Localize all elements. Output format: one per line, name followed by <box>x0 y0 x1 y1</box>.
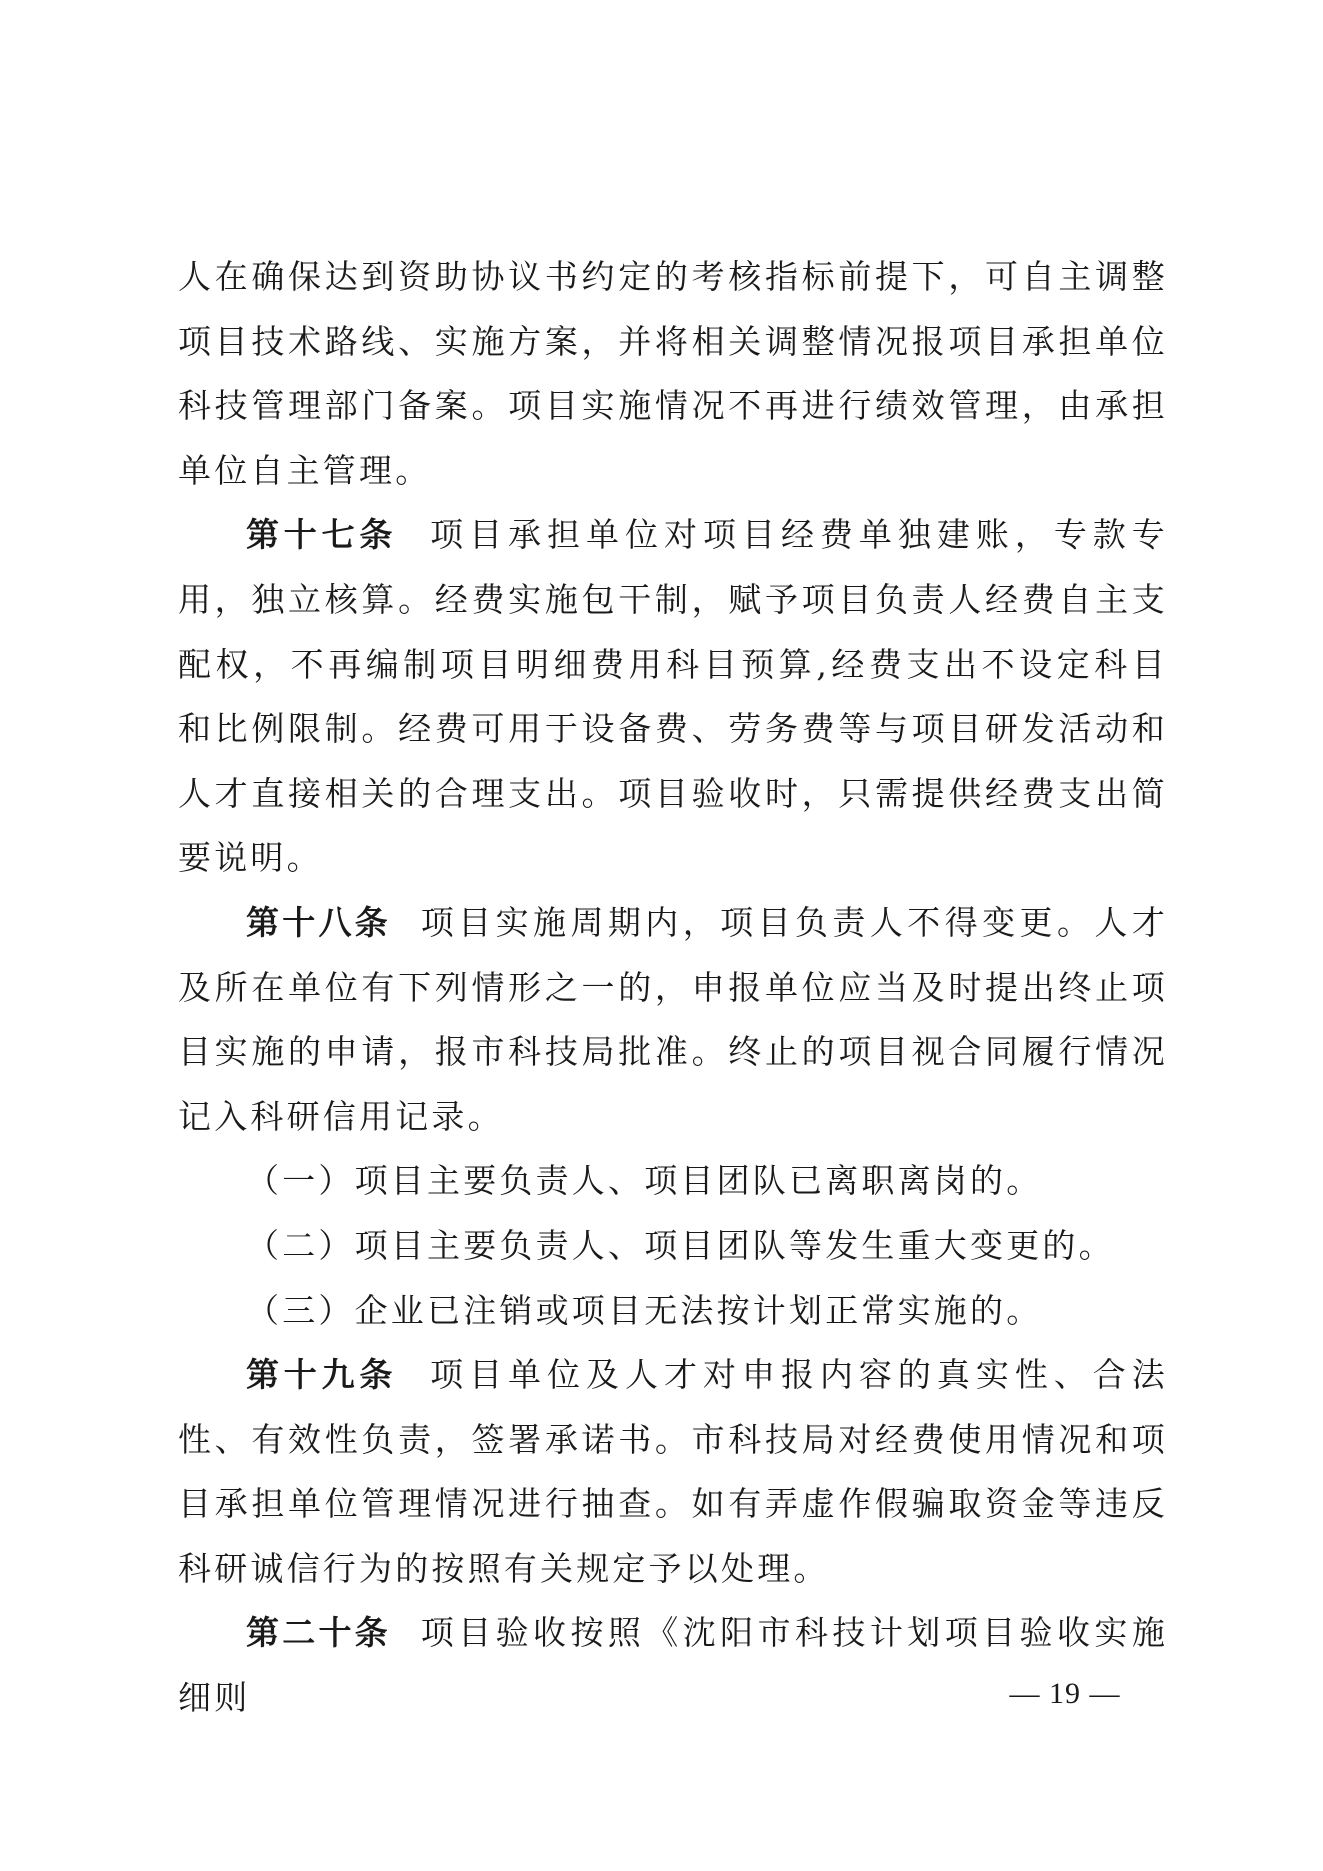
article-text: 项目实施周期内，项目负责人不得变更。人才及所在单位有下列情形之一的，申报单位应当及时提出终止项目实施的申请，报市科技局批准。终止的项目视合同履行情况记入科研信用记录。 <box>178 902 1169 1136</box>
article-number: 第十九条 <box>246 1355 398 1395</box>
list-item-3 <box>178 1279 1168 1344</box>
list-item-text: （三）企业已注销或项目无法按计划正常实施的。 <box>246 1290 1043 1330</box>
paragraph-continuation <box>178 245 1168 503</box>
list-item-2 <box>178 1214 1168 1279</box>
article-text: 项目承担单位对项目经费单独建账，专款专用，独立核算。经费实施包干制，赋予项目负责人经费自主支配权，不再编制项目明细费用科目预算,经费支出不设定科目和比例限制。经费可用于设备费、劳务费等与项目研发活动和人才直接相关的合理支出。项目验收时，只需提供经费支出简要说明。 <box>178 515 1168 878</box>
paragraph-text: 人在确保达到资助协议书约定的考核指标前提下，可自主调整项目技术路线、实施方案，并将相关调整情况报项目承担单位科技管理部门备案。项目实施情况不再进行绩效管理，由承担单位自主管理。 <box>178 257 1168 490</box>
article-number: 第十七条 <box>246 515 398 555</box>
article-text: 项目验收按照《沈阳市科技计划项目验收实施细则 <box>178 1613 1169 1718</box>
article-number: 第十八条 <box>246 902 391 942</box>
article-number: 第二十条 <box>246 1613 391 1653</box>
article-19 <box>178 1343 1168 1601</box>
list-item-text: （一）项目主要负责人、项目团队已离职离岗的。 <box>246 1161 1043 1201</box>
list-item-text: （二）项目主要负责人、项目团队等发生重大变更的。 <box>246 1225 1115 1265</box>
article-17 <box>178 503 1168 891</box>
article-20 <box>178 1601 1168 1730</box>
page-number: — 19 — <box>1009 1677 1121 1710</box>
list-item-1 <box>178 1149 1168 1214</box>
document-body <box>178 245 1168 1731</box>
article-text: 项目单位及人才对申报内容的真实性、合法性、有效性负责，签署承诺书。市科技局对经费使用情况和项目承担单位管理情况进行抽查。如有弄虚作假骗取资金等违反科研诚信行为的按照有关规定予以处理。 <box>178 1355 1168 1588</box>
article-18 <box>178 891 1168 1149</box>
